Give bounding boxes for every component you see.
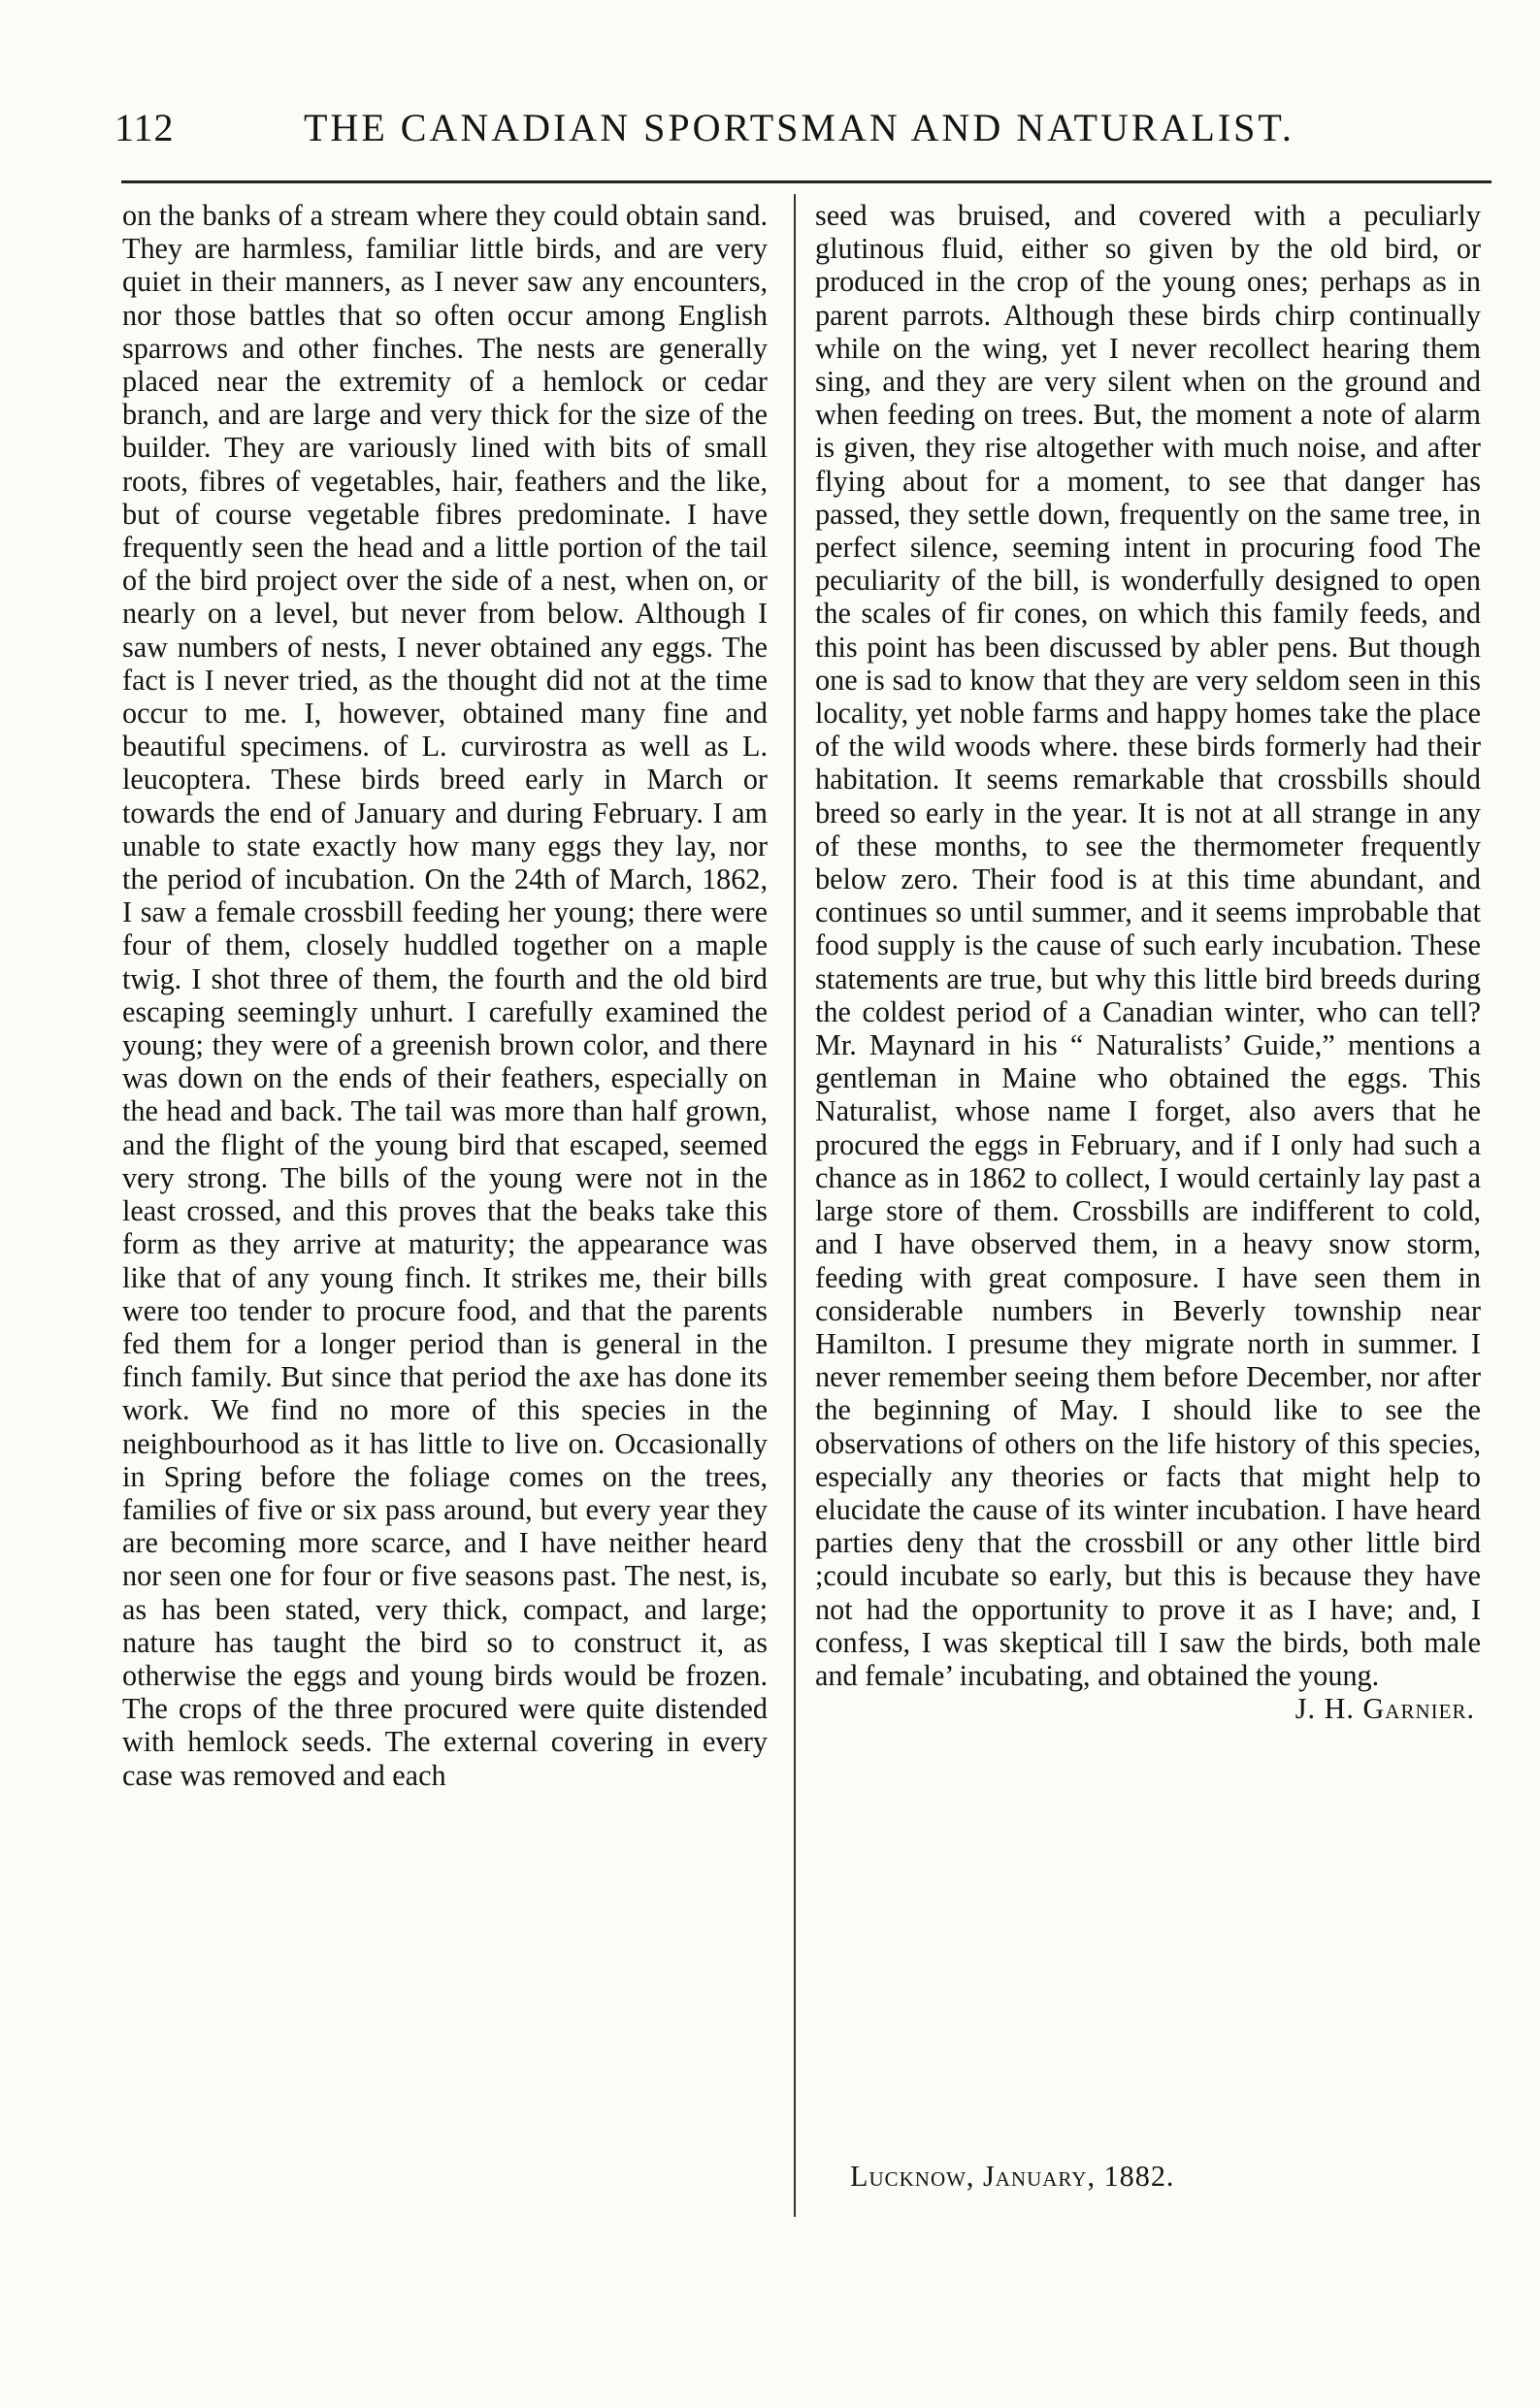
right-column bbox=[815, 199, 1481, 1725]
column-divider bbox=[794, 194, 796, 2217]
author-signature: J. H. Garnier. bbox=[1294, 1692, 1475, 1726]
page-header bbox=[115, 105, 1492, 159]
running-title: THE CANADIAN SPORTSMAN AND NATURALIST. bbox=[304, 106, 1294, 149]
header-rule bbox=[121, 180, 1491, 183]
left-column-text: on the banks of a stream where they could obtain sand. They are harmless, familiar little birds, and are very quiet in their manners, as I never saw any encounters, nor those battles that so often occur among English sparrows and other finches. The nests are generally placed near the extremity of a hemlock or cedar branch, and are large and very thick for the size of the builder. They are variously lined with bits of small roots, fibres of vegetables, hair, feathers and the like, but of course vegetable fibres predominate. I have frequently seen the head and a little portion of the tail of the bird project over the side of a nest, when on, or nearly on a level, but never from below. Although I saw numbers of nests, I never obtained any eggs. The fact is I never tried, as the thought did not at the time occur to me. I, however, obtained many fine and beautiful specimens. of L. curvirostra as well as L. leucoptera. These birds breed early in March or towards the end of January and during February. I am unable to state exactly how many eggs they lay, nor the period of incubation. On the 24th of March, 1862, I saw a female crossbill feeding her young; there were four of them, closely huddled together on a maple twig. I shot three of them, the fourth and the old bird escaping seemingly unhurt. I carefully examined the young; they were of a greenish brown color, and there was down on the ends of their feathers, especially on the head and back. The tail was more than half grown, and the flight of the young bird that escaped, seemed very strong. The bills of the young were not in the least crossed, and this proves that the beaks take this form as they arrive at maturity; the appearance was like that of any young finch. It strikes me, their bills were too tender to procure food, and that the parents fed them for a longer period than is general in the finch family. But since that period the axe has done its work. We find no more of this species in the neighbourhood as it has little to live on. Occasionally in Spring before the foliage comes on the trees, families of five or six pass around, but every year they are becoming more scarce, and I have neither heard nor seen one for four or five seasons past. The nest, is, as has been stated, very thick, compact, and large; nature has taught the bird so to construct it, as otherwise the eggs and young birds would be frozen. The crops of the three procured were quite distended with hemlock seeds. The external covering in every case was removed and each bbox=[122, 199, 768, 1792]
dateline: Lucknow, January, 1882. bbox=[850, 2160, 1175, 2193]
right-column-text: seed was bruised, and covered with a peculiarly glutinous fluid, either so given by the old bird, or produced in the crop of the young ones; perhaps as in parent parrots. Although these birds chirp continually while on the wing, yet I never recollect hearing them sing, and they are very silent when on the ground and when feeding on trees. But, the moment a note of alarm is given, they rise altogether with much noise, and after flying about for a moment, to see that danger has passed, they settle down, frequently on the same tree, in perfect silence, seeming intent in procuring food The peculiarity of the bill, is wonderfully designed to open the scales of fir cones, on which this family feeds, and this point has been discussed by abler pens. But though one is sad to know that they are very seldom seen in this locality, yet noble farms and happy homes take the place of the wild woods where. these birds formerly had their habitation. It seems remarkable that crossbills should breed so early in the year. It is not at all strange in any of these months, to see the thermometer frequently below zero. Their food is at this time abundant, and continues so until summer, and it seems improbable that food supply is the cause of such early incubation. These statements are true, but why this little bird breeds during the coldest period of a Canadian winter, who can tell? Mr. Maynard in his “ Naturalists’ Guide,” mentions a gentleman in Maine who obtained the eggs. This Naturalist, whose name I forget, also avers that he procured the eggs in February, and if I only had such a chance as in 1862 to collect, I would certainly lay past a large store of them. Crossbills are indifferent to cold, and I have observed them, in a heavy snow storm, feeding with great composure. I have seen them in considerable numbers in Beverly township near Hamilton. I presume they migrate north in summer. I never remember seeing them before December, nor after the beginning of May. I should like to see the observations of others on the life history of this species, especially any theories or facts that might help to elucidate the cause of its winter incubation. I have heard parties deny that the crossbill or any other little bird ;could incubate so early, but this is because they have not had the opportunity to prove it as I have; and, I confess, I was skeptical till I saw the birds, both male and female’ incubating, and obtained the young. bbox=[815, 199, 1481, 1692]
left-column bbox=[122, 199, 768, 1792]
page-number: 112 bbox=[115, 106, 175, 149]
